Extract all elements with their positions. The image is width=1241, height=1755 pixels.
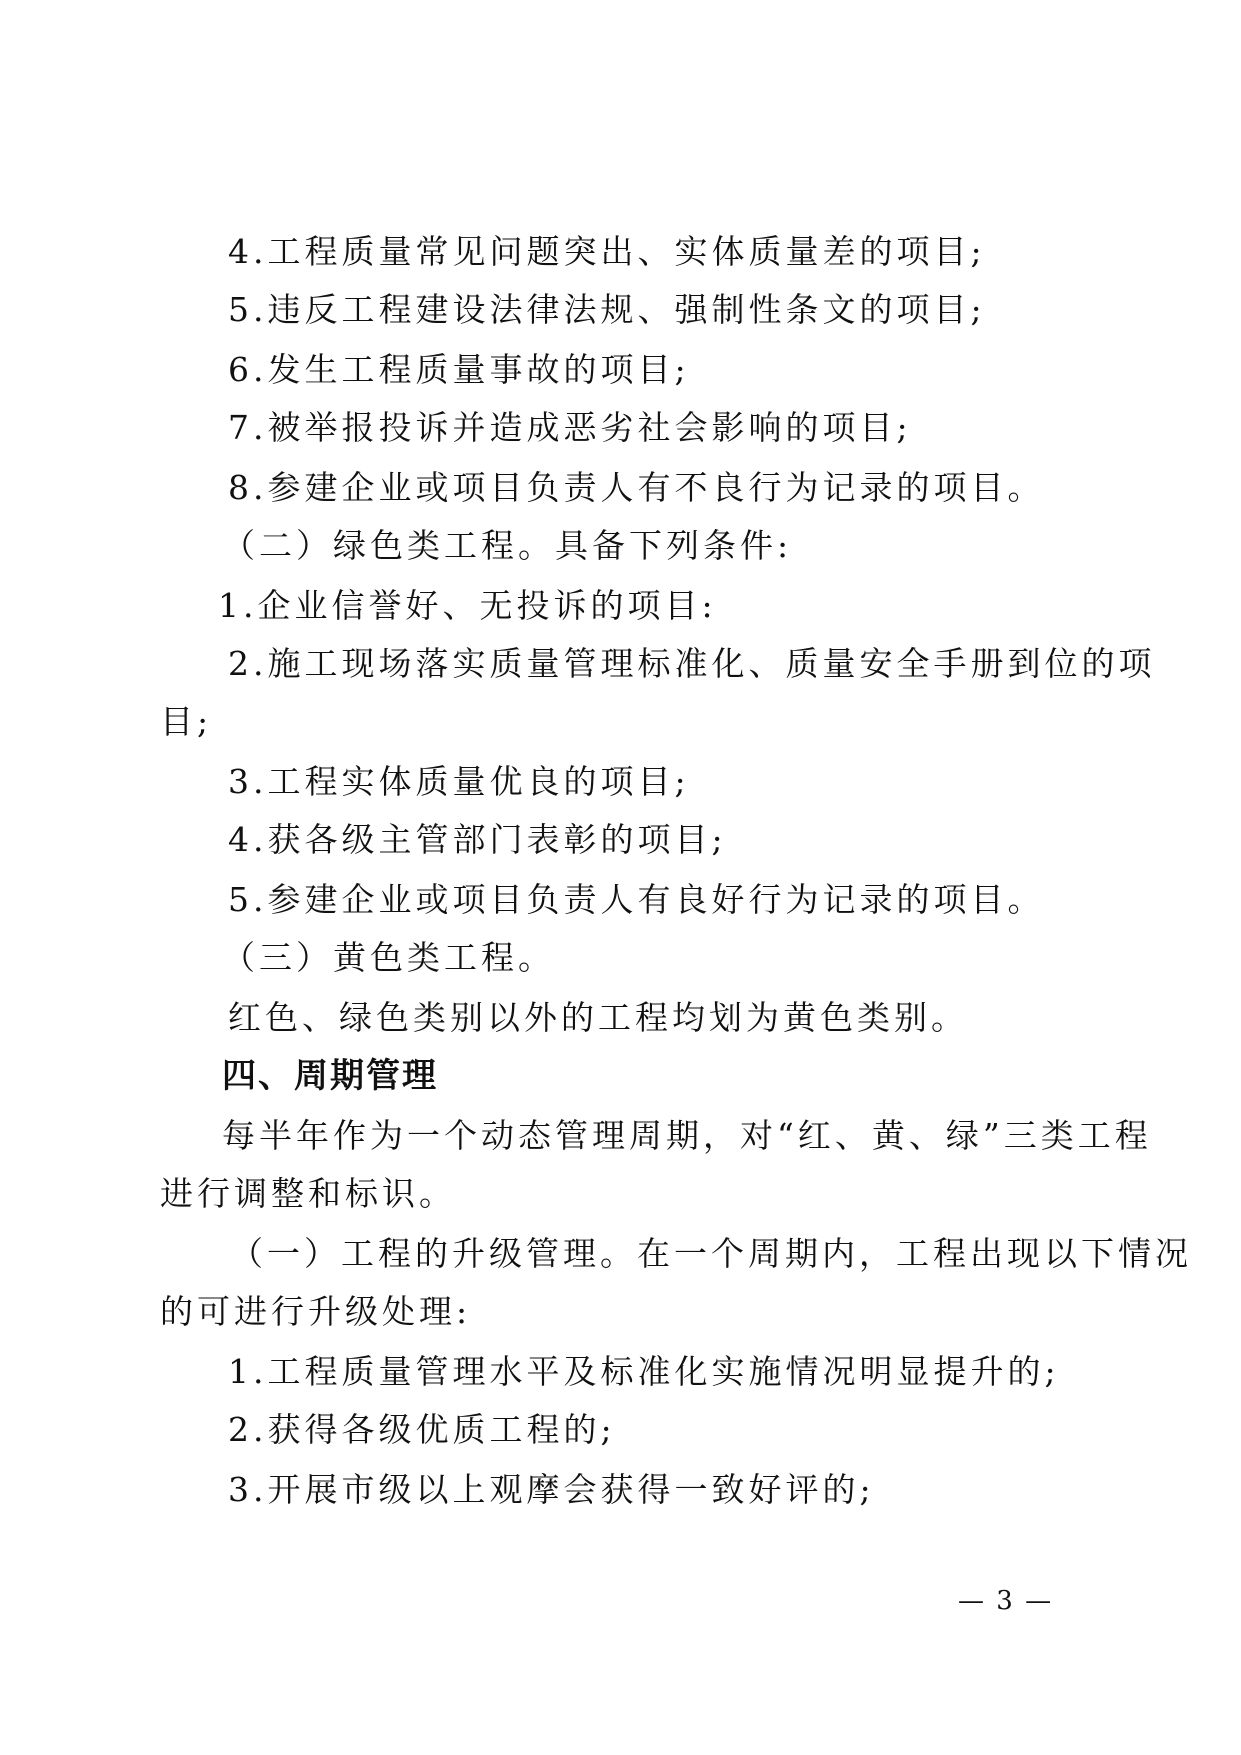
text-line-19: 1.工程质量管理水平及标准化实施情况明显提升的; — [228, 1352, 1060, 1391]
text-line-18: 的可进行升级处理: — [160, 1292, 472, 1331]
text-line-14: 红色、绿色类别以外的工程均划为黄色类别。 — [228, 998, 968, 1037]
text-line-2: 5.违反工程建设法律法规、强制性条文的项目; — [228, 290, 986, 329]
text-line-1: 4.工程质量常见问题突出、实体质量差的项目; — [228, 232, 986, 271]
text-line-3: 6.发生工程质量事故的项目; — [228, 350, 690, 389]
text-line-21: 3.开展市级以上观摩会获得一致好评的; — [228, 1470, 875, 1509]
text-line-17: （一）工程的升级管理。在一个周期内，工程出现以下情况 — [230, 1234, 1192, 1273]
text-line-6: （二）绿色类工程。具备下列条件: — [222, 526, 793, 565]
text-line-9: 目; — [160, 702, 213, 741]
text-line-12: 5.参建企业或项目负责人有良好行为记录的项目。 — [228, 880, 1045, 919]
text-line-7: 1.企业信誉好、无投诉的项目: — [218, 586, 717, 625]
text-line-5: 8.参建企业或项目负责人有不良行为记录的项目。 — [228, 468, 1045, 507]
text-line-11: 4.获各级主管部门表彰的项目; — [228, 820, 727, 859]
text-line-10: 3.工程实体质量优良的项目; — [228, 762, 690, 801]
text-line-8: 2.施工现场落实质量管理标准化、质量安全手册到位的项 — [228, 644, 1156, 683]
page-number: — 3 — — [958, 1586, 1054, 1616]
text-line-4: 7.被举报投诉并造成恶劣社会影响的项目; — [228, 408, 912, 447]
section-heading: 四、周期管理 — [222, 1056, 438, 1096]
text-line-15: 每半年作为一个动态管理周期，对“红、黄、绿”三类工程 — [222, 1116, 1152, 1155]
text-line-13: （三）黄色类工程。 — [222, 938, 555, 977]
text-line-20: 2.获得各级优质工程的; — [228, 1410, 616, 1449]
text-line-16: 进行调整和标识。 — [160, 1174, 456, 1213]
